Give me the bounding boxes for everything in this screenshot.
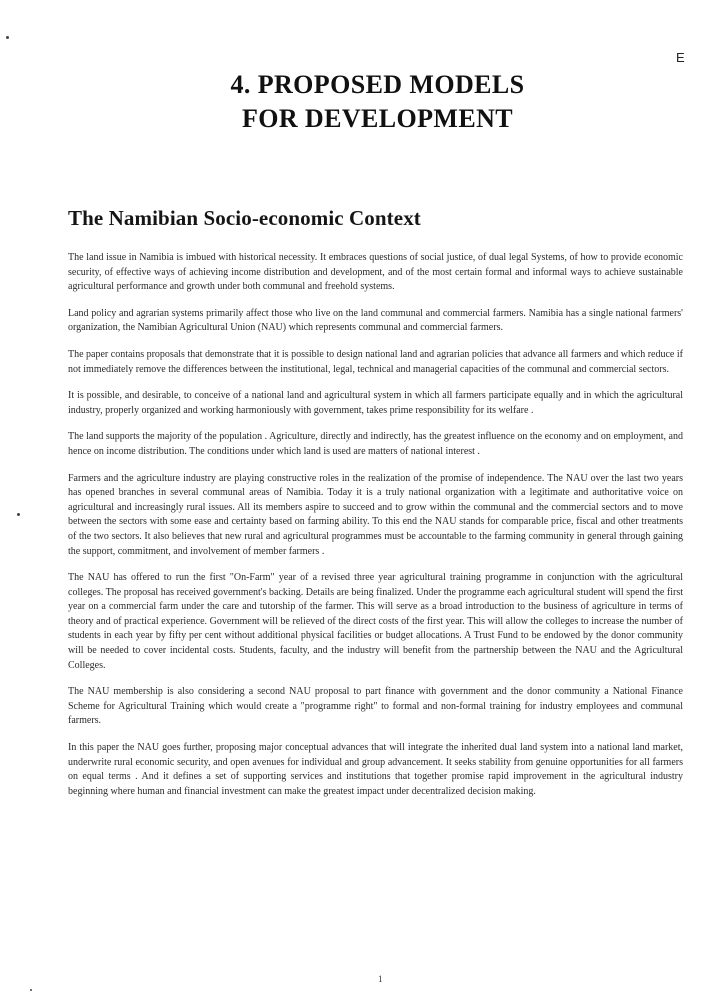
page-title-line: 4. PROPOSED MODELS (230, 70, 525, 99)
paragraph: The NAU membership is also considering a second NAU proposal to part finance with government and the donor community a National Finance Scheme for Agricultural Training which would create a "programme right" to formal and non-formal training for industry employees and communal farmers. (68, 686, 683, 727)
paragraph: The paper contains proposals that demonstrate that it is possible to design national land and agrarian policies that advance all farmers and which reduce if not immediately remove the differences between the institutional, legal, technical and managerial capacities of the communal and commercial sectors. (68, 348, 683, 375)
paragraph: In this paper the NAU goes further, proposing major conceptual advances that will integrate the inherited dual land system into a national land market, underwrite rural economic security, and open avenues for individual and group advancement. It seeks stability from genuine opportunities for all farmers on equal terms . And it defines a set of supporting services and institutions that together promise rapid improvement in the agricultural industry beginning where human and financial investment can make the greatest impact under decentralized decision making. (68, 742, 683, 797)
paragraph: Farmers and the agriculture industry are playing constructive roles in the realization of the promise of independence. The NAU over the last two years has opened branches in several communal areas of Namibia. Today it is a truly national organization with a legitimate and authoritative voice on agricultural and increasingly rural issues. All its members aspire to succeed and to grow within the communal and the commercial sectors and to move between the sectors with some ease and certainty based on farming ability. To this end the NAU stands for comparable price, fiscal and other treatments of the two sectors. It also believes that new rural and agricultural programmes must be accountable to the farming community in general through gaining the support, commitment, and involvement of member farmers . (68, 472, 683, 557)
paragraph: The NAU has offered to run the first "On-Farm" year of a revised three year agricultural training programme in conjunction with the agricultural colleges. The proposal has received government's backing. Details are being finalized. Under the programme each agricultural student will spend the first year on a commercial farm under the care and tutorship of the farmer. This will serve as a broad introduction to the business of agriculture in terms of theory and of practical experience. Government will be relieved of the direct costs of the first year. This will allow the colleges to increase the number of students in each year by fifty per cent without additional physical facilities or budget allocations. A Trust Fund to be endowed by the donor community will be needed to cover incidental costs. Students, faculty, and the industry will benefit from the partnership between the NAU and the Agricultural Colleges. (68, 572, 683, 671)
scan-speck (6, 36, 9, 39)
paragraph: Land policy and agrarian systems primarily affect those who live on the land communal and commercial farmers. Namibia has a single national farmers' organization, the Namibian Agricultural Union (NAU) which represents communal and commercial farmers. (68, 307, 683, 334)
scan-speck (30, 989, 32, 991)
paragraph: It is possible, and desirable, to conceive of a national land and agricultural system in which all farmers participate equally and in which the agricultural industry, properly organized and working harmoniously with government, takes prime responsibility for its welfare . (68, 390, 683, 416)
page-title (0, 68, 709, 136)
paragraph: The land issue in Namibia is imbued with historical necessity. It embraces questions of social justice, of dual legal Systems, of how to provide economic security, of effective ways of achieving income distribution and development, and of the most certain formal and informal ways to achieve sustainable agricultural performance and growth under both communal and freehold systems. (68, 252, 683, 293)
paragraph: The land supports the majority of the population . Agriculture, directly and indirectly, has the greatest influence on the economy and on employment, and hence on income distribution. The conditions under which land is used are matters of national interest . (68, 431, 683, 457)
section-heading: The Namibian Socio-economic Context (68, 206, 421, 230)
corner-letter: E (676, 50, 685, 65)
page-title-line: FOR DEVELOPMENT (241, 104, 514, 133)
page-number: 1 (378, 974, 383, 984)
body-text (68, 251, 683, 811)
scan-speck (17, 513, 20, 516)
